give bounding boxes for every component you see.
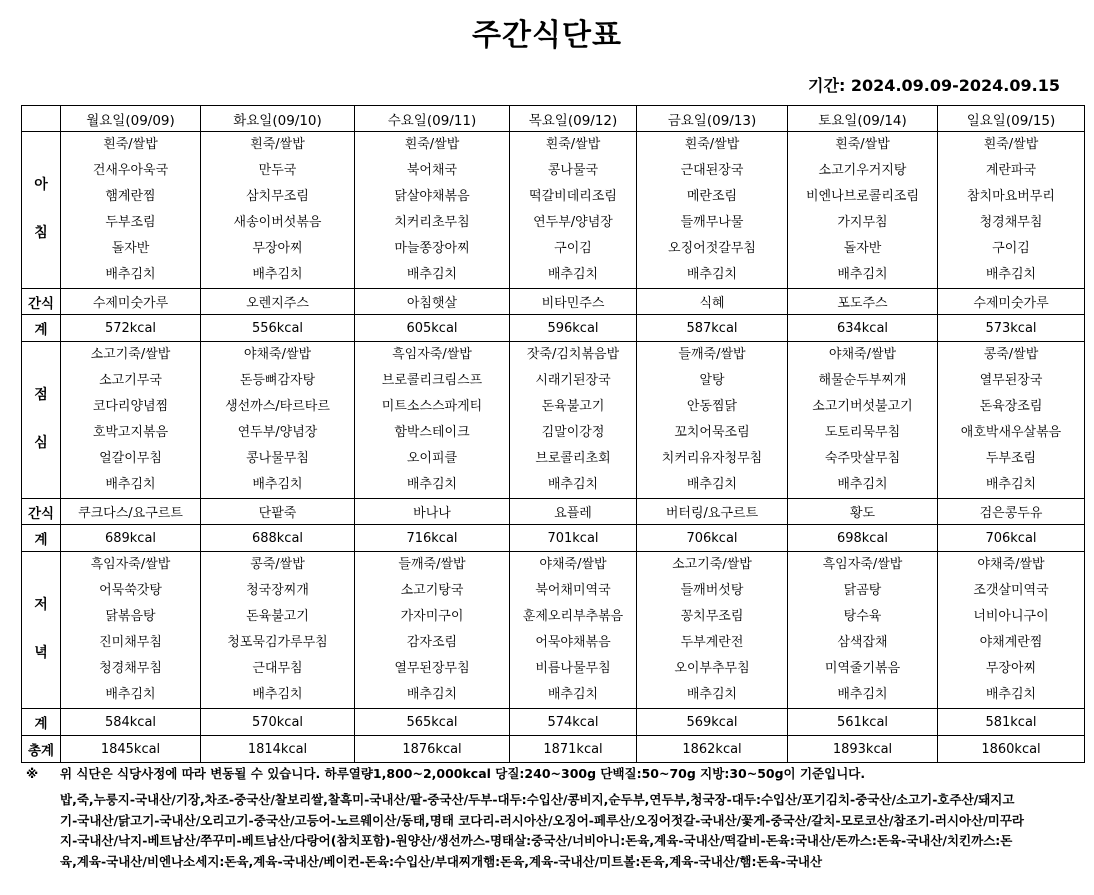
dish-item: 미트소스스파게티 [381, 399, 483, 414]
dish-item: 돈등뼈감자탕 [239, 373, 316, 388]
total-kcal-row-cell: 1845kcal [61, 736, 201, 763]
dinner-label: 저 녁 [22, 552, 61, 709]
lunch-kcal-row-cell: 701kcal [510, 525, 637, 552]
dish-item: 잣죽/김치볶음밥 [526, 347, 620, 362]
dinner-cell [201, 552, 355, 709]
dish-item: 비엔나브로콜리조림 [805, 189, 920, 204]
dish-item: 소고기버섯불고기 [812, 399, 913, 414]
lunch-cell [788, 342, 938, 499]
dish-item: 들깨무나물 [680, 215, 744, 230]
dish-item: 청경채무침 [99, 661, 162, 676]
dish-item: 탕수육 [843, 609, 882, 624]
dish-item: 소고기탕국 [400, 583, 464, 598]
lunch-snack-row-cell: 단팥죽 [201, 499, 355, 525]
dish-item: 두부조림 [105, 215, 156, 230]
total-kcal-row-cell: 1814kcal [201, 736, 355, 763]
breakfast-cell [938, 132, 1085, 289]
dish-item: 계란파국 [985, 163, 1037, 178]
dish-item: 삼치무조림 [246, 189, 309, 204]
lunch-snack-row-cell: 요플레 [510, 499, 637, 525]
dinner-kcal-row-label: 계 [22, 709, 61, 736]
dish-item: 흑임자죽/쌀밥 [90, 557, 171, 572]
dish-item: 배추김치 [547, 687, 599, 702]
lunch-kcal-row-cell: 706kcal [637, 525, 788, 552]
dish-item: 흰죽/쌀밥 [983, 137, 1039, 152]
page-title: 주간식단표 [472, 18, 622, 53]
dish-item: 배추김치 [985, 477, 1037, 492]
breakfast-cell [201, 132, 355, 289]
dinner-row [22, 552, 1085, 709]
breakfast-snack-row-cell: 오렌지주스 [201, 289, 355, 315]
dish-item: 조갯살미역국 [973, 583, 1049, 598]
weekly-menu-table [21, 105, 1085, 763]
dish-item: 얼갈이무침 [99, 451, 162, 466]
dish-item: 배추김치 [406, 687, 458, 702]
dish-item: 청포묵김가루무침 [227, 635, 328, 650]
dish-item: 열무된장무침 [394, 661, 470, 676]
dish-item: 근대무침 [252, 661, 303, 676]
dish-item: 야채죽/쌀밥 [539, 557, 607, 572]
lunch-snack-row-cell: 검은콩두유 [938, 499, 1085, 525]
dish-item: 시래기된장국 [535, 373, 611, 388]
dish-item: 열무된장국 [979, 373, 1043, 388]
dish-item: 치커리초무침 [394, 215, 470, 230]
dish-item: 흰죽/쌀밥 [684, 137, 740, 152]
dinner-kcal-row [22, 709, 1085, 736]
dish-item: 알탕 [699, 373, 725, 388]
dish-item: 소고기죽/쌀밥 [672, 557, 752, 572]
dish-item: 북어채미역국 [535, 583, 611, 598]
dish-item: 콩나물무침 [246, 451, 309, 466]
dish-item: 야채죽/쌀밥 [977, 557, 1045, 572]
dinner-kcal-row-cell: 565kcal [355, 709, 510, 736]
dish-item: 들깨버섯탕 [680, 583, 744, 598]
dish-item: 돌자반 [111, 241, 150, 256]
lunch-cell [938, 342, 1085, 499]
dinner-cell [510, 552, 637, 709]
day-header-4: 금요일(09/13) [637, 106, 788, 132]
dish-item: 해물순두부찌개 [818, 373, 907, 388]
dish-item: 닭볶음탕 [105, 609, 156, 624]
dish-item: 두부조림 [985, 451, 1037, 466]
dinner-cell [355, 552, 510, 709]
dish-item: 떡갈비데리조림 [529, 189, 617, 204]
dish-item: 애호박새우살볶음 [960, 425, 1062, 440]
dish-item: 배추김치 [105, 687, 156, 702]
lunch-snack-row-label: 간식 [22, 499, 61, 525]
dish-item: 오이부추무침 [674, 661, 750, 676]
dish-item: 꼬치어묵조림 [674, 425, 750, 440]
lunch-kcal-row-cell: 689kcal [61, 525, 201, 552]
breakfast-cell [355, 132, 510, 289]
dish-item: 마늘쫑장아찌 [394, 241, 470, 256]
lunch-cell [637, 342, 788, 499]
breakfast-cell [637, 132, 788, 289]
breakfast-label: 아 침 [22, 132, 61, 289]
dish-item: 야채죽/쌀밥 [828, 347, 897, 362]
breakfast-kcal-row [22, 315, 1085, 342]
dinner-kcal-row-cell: 570kcal [201, 709, 355, 736]
dinner-kcal-row-cell: 581kcal [938, 709, 1085, 736]
dish-item: 흰죽/쌀밥 [835, 137, 890, 152]
lunch-kcal-row-label: 계 [22, 525, 61, 552]
dish-item: 청국장찌개 [246, 583, 309, 598]
lunch-label: 점 심 [22, 342, 61, 499]
dish-item: 브로콜리초회 [535, 451, 611, 466]
dish-item: 흰죽/쌀밥 [250, 137, 305, 152]
lunch-kcal-row [22, 525, 1085, 552]
total-kcal-row-label: 총계 [22, 736, 61, 763]
note-mark: ※ [26, 766, 39, 781]
dish-item: 치커리유자청무침 [661, 451, 763, 466]
breakfast-kcal-row-cell: 572kcal [61, 315, 201, 342]
dish-item: 배추김치 [105, 267, 156, 282]
dinner-cell [61, 552, 201, 709]
total-kcal-row-cell: 1876kcal [355, 736, 510, 763]
dish-item: 미역줄기볶음 [824, 661, 901, 676]
total-kcal-row-cell: 1860kcal [938, 736, 1085, 763]
dish-item: 너비아니구이 [973, 609, 1049, 624]
dish-item: 배추김치 [406, 267, 458, 282]
dish-item: 건새우아욱국 [92, 163, 169, 178]
dish-item: 배추김치 [686, 267, 738, 282]
dish-item: 생선까스/타르타르 [225, 399, 330, 414]
dish-item: 소고기우거지탕 [818, 163, 907, 178]
dish-item: 흑임자죽/쌀밥 [392, 347, 472, 362]
lunch-snack-row [22, 499, 1085, 525]
breakfast-kcal-row-cell: 634kcal [788, 315, 938, 342]
menu-period: 기간: 2024.09.09-2024.09.15 [808, 76, 1060, 95]
breakfast-kcal-row-cell: 596kcal [510, 315, 637, 342]
dish-item: 무장아찌 [252, 241, 303, 256]
breakfast-row [22, 132, 1085, 289]
dish-item: 배추김치 [837, 477, 888, 492]
dish-item: 비름나물무침 [535, 661, 611, 676]
breakfast-kcal-row-cell: 587kcal [637, 315, 788, 342]
dish-item: 진미채무침 [99, 635, 162, 650]
dish-item: 두부계란전 [680, 635, 744, 650]
dish-item: 닭살야채볶음 [394, 189, 470, 204]
day-header-row [22, 106, 1085, 132]
dish-item: 소고기죽/쌀밥 [90, 347, 171, 362]
total-kcal-row-cell: 1862kcal [637, 736, 788, 763]
lunch-cell [61, 342, 201, 499]
dish-item: 청경채무침 [979, 215, 1043, 230]
day-header-6: 일요일(09/15) [938, 106, 1085, 132]
breakfast-cell [510, 132, 637, 289]
dish-item: 무장아찌 [985, 661, 1037, 676]
dish-item: 배추김치 [252, 267, 303, 282]
dish-item: 김말이강정 [541, 425, 605, 440]
dish-item: 돈육불고기 [246, 609, 309, 624]
day-header-2: 수요일(09/11) [355, 106, 510, 132]
dinner-kcal-row-cell: 561kcal [788, 709, 938, 736]
dish-item: 돈육장조림 [979, 399, 1043, 414]
dish-item: 코다리양념찜 [92, 399, 169, 414]
breakfast-snack-row-cell: 비타민주스 [510, 289, 637, 315]
lunch-kcal-row-cell: 716kcal [355, 525, 510, 552]
dish-item: 배추김치 [837, 267, 888, 282]
corner-cell [22, 106, 61, 132]
dish-item: 도토리묵무침 [824, 425, 901, 440]
dish-item: 가지무침 [837, 215, 888, 230]
dinner-kcal-row-cell: 584kcal [61, 709, 201, 736]
dinner-kcal-row-cell: 569kcal [637, 709, 788, 736]
breakfast-kcal-row-cell: 605kcal [355, 315, 510, 342]
breakfast-cell [61, 132, 201, 289]
breakfast-snack-row-label: 간식 [22, 289, 61, 315]
breakfast-snack-row-cell: 포도주스 [788, 289, 938, 315]
dish-item: 어묵야채볶음 [535, 635, 611, 650]
breakfast-kcal-row-cell: 573kcal [938, 315, 1085, 342]
note-line1: 위 식단은 식당사정에 따라 변동될 수 있습니다. 하루열량1,800~2,000kcal 당질:240~300g 단백질:50~70g 지방:30~50g이 기준입니다. [60, 766, 866, 781]
dish-item: 오징어젓갈무침 [668, 241, 756, 256]
lunch-snack-row-cell: 바나나 [355, 499, 510, 525]
dish-item: 오이피클 [406, 451, 458, 466]
dish-item: 브로콜리크림스프 [381, 373, 483, 388]
dish-item: 돌자반 [843, 241, 882, 256]
dish-item: 숙주맛살무침 [824, 451, 901, 466]
total-kcal-row-cell: 1893kcal [788, 736, 938, 763]
dish-item: 삼색잡채 [837, 635, 888, 650]
breakfast-snack-row [22, 289, 1085, 315]
dish-item: 흰죽/쌀밥 [545, 137, 601, 152]
dish-item: 연두부/양념장 [237, 425, 318, 440]
dish-item: 배추김치 [105, 477, 156, 492]
dish-item: 배추김치 [985, 267, 1037, 282]
dish-item: 참치마요버무리 [967, 189, 1055, 204]
lunch-kcal-row-cell: 698kcal [788, 525, 938, 552]
dish-item: 콩죽/쌀밥 [250, 557, 305, 572]
dish-item: 돈육불고기 [541, 399, 605, 414]
dish-item: 흰죽/쌀밥 [103, 137, 158, 152]
origin-info: 밥,죽,누룽지-국내산/기장,차조-중국산/찰보리쌀,찰흑미-국내산/팥-중국산/두부-대두:수입산/콩비지,순두부,연두부,청국장-대두:수입산/포기김치-중국산/소고기-호주산/돼지고기-국내산/닭고기-국내산/오리고기-중국산/고등어-노르웨이산/동태,명태 코다리-러시아산/오징어-페루산/오징어젓갈-국내산/꽃게-중국산/갈치-모로코산/참조기-러시아산/미꾸라지-국내산/낙지-베트남산/쭈꾸미-베트남산/다랑어(참치포함)-원양산/생선까스-명태살:중국산/너비아니:돈육,계육-국내산/떡갈비-돈육:국내산/돈까스:돈육-국내산/치킨까스:돈육,계육-국내산/비엔나소세지:돈육,계육-국내산/베이컨-돈육:수입산/부대찌개햄:돈육,계육-국내산/미트볼:돈육,계육-국내산/햄:돈육-국내산 [60, 792, 1024, 869]
dish-item: 감자조림 [406, 635, 458, 650]
dish-item: 배추김치 [985, 687, 1037, 702]
dish-item: 배추김치 [406, 477, 458, 492]
dish-item: 꽁치무조림 [680, 609, 744, 624]
lunch-kcal-row-cell: 706kcal [938, 525, 1085, 552]
dish-item: 배추김치 [837, 687, 888, 702]
dish-item: 배추김치 [252, 687, 303, 702]
dish-item: 구이김 [554, 241, 592, 256]
day-header-5: 토요일(09/14) [788, 106, 938, 132]
dinner-cell [938, 552, 1085, 709]
dish-item: 배추김치 [686, 477, 738, 492]
dish-item: 가자미구이 [400, 609, 464, 624]
day-header-1: 화요일(09/10) [201, 106, 355, 132]
breakfast-snack-row-cell: 아침햇살 [355, 289, 510, 315]
day-header-0: 월요일(09/09) [61, 106, 201, 132]
dish-item: 들깨죽/쌀밥 [398, 557, 466, 572]
dish-item: 훈제오리부추볶음 [522, 609, 624, 624]
breakfast-kcal-row-cell: 556kcal [201, 315, 355, 342]
dish-item: 새송이버섯볶음 [233, 215, 322, 230]
lunch-cell [355, 342, 510, 499]
breakfast-snack-row-cell: 수제미숫가루 [61, 289, 201, 315]
dish-item: 만두국 [258, 163, 297, 178]
lunch-snack-row-cell: 황도 [788, 499, 938, 525]
lunch-snack-row-cell: 버터링/요구르트 [637, 499, 788, 525]
dish-item: 닭곰탕 [843, 583, 882, 598]
lunch-kcal-row-cell: 688kcal [201, 525, 355, 552]
dish-item: 콩나물국 [547, 163, 599, 178]
dish-item: 구이김 [992, 241, 1030, 256]
dish-item: 어묵쑥갓탕 [99, 583, 162, 598]
dish-item: 함박스테이크 [394, 425, 470, 440]
dish-item: 안동찜닭 [686, 399, 738, 414]
dish-item: 북어채국 [406, 163, 458, 178]
total-kcal-row-cell: 1871kcal [510, 736, 637, 763]
dish-item: 콩죽/쌀밥 [983, 347, 1039, 362]
dish-item: 흑임자죽/쌀밥 [822, 557, 903, 572]
dish-item: 흰죽/쌀밥 [404, 137, 460, 152]
breakfast-snack-row-cell: 수제미숫가루 [938, 289, 1085, 315]
breakfast-snack-row-cell: 식혜 [637, 289, 788, 315]
dish-item: 근대된장국 [680, 163, 744, 178]
dish-item: 야채죽/쌀밥 [243, 347, 312, 362]
lunch-cell [201, 342, 355, 499]
dinner-cell [788, 552, 938, 709]
lunch-cell [510, 342, 637, 499]
breakfast-cell [788, 132, 938, 289]
dish-item: 배추김치 [547, 267, 599, 282]
total-kcal-row [22, 736, 1085, 763]
dish-item: 배추김치 [686, 687, 738, 702]
dish-item: 연두부/양념장 [533, 215, 613, 230]
dish-item: 배추김치 [252, 477, 303, 492]
lunch-snack-row-cell: 쿠크다스/요구르트 [61, 499, 201, 525]
dish-item: 야채계란찜 [979, 635, 1043, 650]
breakfast-kcal-row-label: 계 [22, 315, 61, 342]
dish-item: 햄계란찜 [105, 189, 156, 204]
dish-item: 들깨죽/쌀밥 [678, 347, 746, 362]
lunch-row [22, 342, 1085, 499]
day-header-3: 목요일(09/12) [510, 106, 637, 132]
dinner-cell [637, 552, 788, 709]
dish-item: 배추김치 [547, 477, 599, 492]
dish-item: 소고기무국 [99, 373, 162, 388]
dinner-kcal-row-cell: 574kcal [510, 709, 637, 736]
dish-item: 메란조림 [686, 189, 738, 204]
dish-item: 호박고지볶음 [92, 425, 169, 440]
